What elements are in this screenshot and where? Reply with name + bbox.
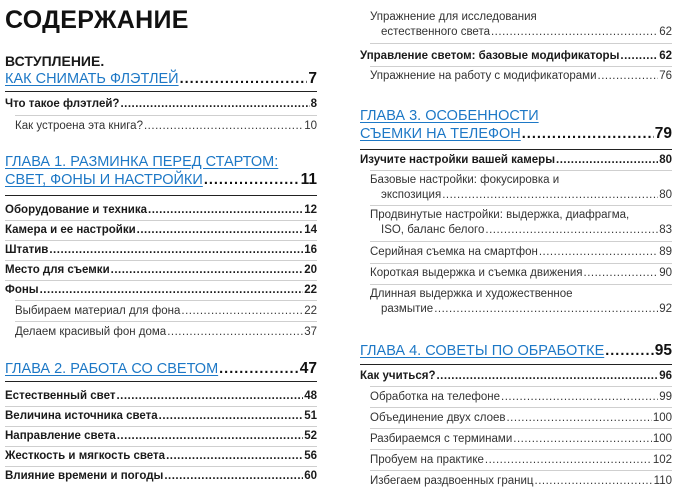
page-number: 48 [304, 390, 317, 402]
entry-title: Пробуем на практике [370, 454, 484, 466]
divider [15, 321, 317, 322]
divider [5, 406, 317, 407]
page-title: СОДЕРЖАНИЕ [5, 6, 189, 34]
entry-title: Величина источника света [5, 410, 158, 422]
page-number: 76 [659, 70, 672, 82]
toc-entry[interactable] [360, 49, 672, 63]
leader-dots [144, 119, 303, 133]
entry-title: Объединение двух слоев [370, 412, 506, 424]
toc-entry[interactable] [15, 304, 317, 318]
leader-dots [148, 203, 303, 217]
entry-title: Влияние времени и погоды [5, 470, 164, 482]
divider [5, 91, 317, 92]
entry-title: Фоны [5, 284, 39, 296]
leader-dots [40, 283, 304, 297]
divider [370, 205, 672, 206]
toc-entry[interactable] [360, 153, 672, 167]
entry-title: Серийная съемка на смартфон [370, 246, 538, 258]
chapter-title-line2: СЪЕМКИ НА ТЕЛЕФОН [360, 126, 521, 142]
toc-entry[interactable] [360, 369, 672, 383]
page-number: 52 [304, 430, 317, 442]
page-number: 62 [659, 26, 672, 38]
toc-entry[interactable] [5, 203, 317, 217]
page-number: 47 [299, 360, 317, 377]
page-number: 62 [659, 50, 672, 62]
leader-dots [491, 25, 658, 40]
leader-dots [120, 97, 309, 111]
toc-entry[interactable] [5, 97, 317, 111]
divider [5, 381, 317, 382]
leader-dots [159, 409, 304, 423]
toc-entry[interactable] [370, 208, 672, 238]
toc-entry[interactable] [370, 266, 672, 280]
chapter-2-link[interactable] [5, 360, 317, 378]
toc-entry[interactable] [370, 10, 672, 40]
divider [370, 66, 672, 67]
entry-title: Упражнение на работу с модификаторами [370, 70, 597, 82]
entry-title-line2: естественного света [381, 26, 490, 38]
page-number: 56 [304, 450, 317, 462]
chapter-1-link[interactable] [5, 153, 317, 189]
entry-title: Избегаем раздвоенных границ [370, 475, 534, 487]
leader-dots [164, 469, 303, 483]
leader-dots [166, 449, 303, 463]
leader-dots [605, 342, 654, 360]
entry-title-line2: экспозиция [381, 189, 442, 201]
leader-dots [111, 263, 304, 277]
leader-dots [485, 223, 658, 238]
entry-title: Разбираемся с терминами [370, 433, 513, 445]
toc-entry[interactable] [370, 69, 672, 83]
leader-dots [219, 360, 299, 378]
entry-title-line1: Упражнение для исследования [370, 11, 537, 23]
divider [370, 449, 672, 450]
toc-entry[interactable] [15, 325, 317, 339]
page-number: 51 [304, 410, 317, 422]
divider [370, 386, 672, 387]
page-number: 83 [659, 224, 672, 236]
divider [360, 149, 672, 150]
entry-title: Место для съемки [5, 264, 110, 276]
divider [15, 300, 317, 301]
entry-title: Естественный свет [5, 390, 116, 402]
page-number: 80 [659, 189, 672, 201]
page-number: 8 [310, 98, 317, 110]
leader-dots [434, 302, 658, 317]
leader-dots [513, 432, 652, 446]
divider [15, 115, 317, 116]
toc-entry[interactable] [370, 287, 672, 317]
page-number: 96 [659, 370, 672, 382]
toc-entry[interactable] [5, 389, 317, 403]
leader-dots [501, 390, 658, 404]
page-number: 12 [304, 204, 317, 216]
leader-dots [522, 125, 654, 143]
page-number: 16 [304, 244, 317, 256]
leader-dots [506, 411, 651, 425]
divider [360, 364, 672, 365]
divider [370, 470, 672, 471]
page-number: 79 [654, 125, 672, 142]
toc-entry[interactable] [370, 411, 672, 425]
chapter-title-line1: ГЛАВА 3. ОСОБЕННОСТИ [360, 108, 539, 124]
entry-title: Обработка на телефоне [370, 391, 500, 403]
entry-title: Оборудование и техника [5, 204, 148, 216]
leader-dots [137, 223, 304, 237]
page-number: 60 [304, 470, 317, 482]
divider [370, 428, 672, 429]
leader-dots [539, 245, 658, 259]
leader-dots [598, 69, 659, 83]
page-number: 99 [659, 391, 672, 403]
leader-dots [181, 304, 303, 318]
leader-dots [535, 474, 653, 488]
divider [5, 466, 317, 467]
page-number: 14 [304, 224, 317, 236]
page-number: 100 [652, 433, 672, 445]
page-number: 80 [659, 154, 672, 166]
page-number: 20 [304, 264, 317, 276]
toc-entry[interactable] [370, 453, 672, 467]
leader-dots [49, 243, 303, 257]
divider [5, 260, 317, 261]
page-number: 37 [304, 326, 317, 338]
toc-entry[interactable] [370, 432, 672, 446]
toc-entry[interactable] [5, 469, 317, 483]
page-number: 95 [654, 342, 672, 359]
entry-title: Как учиться? [360, 370, 436, 382]
entry-title-line2: ISO, баланс белого [381, 224, 485, 236]
entry-title: Как устроена эта книга? [15, 120, 143, 132]
entry-title-line2: размытие [381, 303, 434, 315]
chapter-title: ГЛАВА 4. СОВЕТЫ ПО ОБРАБОТКЕ [360, 343, 605, 359]
divider [5, 280, 317, 281]
leader-dots [204, 171, 300, 189]
leader-dots [584, 266, 659, 280]
entry-title-line1: Длинная выдержка и художественное [370, 288, 573, 300]
entry-title: Направление света [5, 430, 116, 442]
page-number: 110 [653, 475, 672, 487]
toc-entry[interactable] [5, 429, 317, 443]
chapter-title: ГЛАВА 2. РАБОТА СО СВЕТОМ [5, 361, 219, 377]
divider [370, 43, 672, 44]
leader-dots [442, 188, 658, 203]
chapter-3-link[interactable] [360, 107, 672, 143]
page-number: 7 [308, 70, 317, 87]
toc-entry[interactable] [5, 449, 317, 463]
entry-title: Изучите настройки вашей камеры [360, 154, 556, 166]
toc-entry[interactable] [5, 223, 317, 237]
intro-chapter-link[interactable] [5, 70, 317, 88]
intro-heading: ВСТУПЛЕНИЕ. [5, 53, 105, 69]
leader-dots [485, 453, 652, 467]
toc-entry[interactable] [5, 409, 317, 423]
entry-title-line1: Продвинутые настройки: выдержка, диафрагма, [370, 209, 630, 221]
page-number: 11 [300, 171, 317, 188]
divider [5, 446, 317, 447]
entry-title: Короткая выдержка и съемка движения [370, 267, 583, 279]
toc-entry[interactable] [5, 263, 317, 277]
page-number: 100 [652, 412, 672, 424]
toc-entry[interactable] [370, 474, 672, 488]
leader-dots [167, 325, 303, 339]
page-number: 22 [304, 305, 317, 317]
leader-dots [117, 429, 303, 443]
leader-dots [556, 153, 658, 167]
toc-entry[interactable] [5, 283, 317, 297]
leader-dots [620, 49, 658, 63]
entry-title: Что такое флэтлей? [5, 98, 120, 110]
page-number: 102 [652, 454, 672, 466]
entry-title-line1: Базовые настройки: фокусировка и [370, 174, 560, 186]
divider [5, 220, 317, 221]
divider [5, 240, 317, 241]
page-number: 10 [304, 120, 317, 132]
chapter-title: КАК СНИМАТЬ ФЛЭТЛЕЙ [5, 71, 179, 87]
entry-title: Штатив [5, 244, 49, 256]
leader-dots [116, 389, 303, 403]
chapter-title-line1: ГЛАВА 1. РАЗМИНКА ПЕРЕД СТАРТОМ: [5, 154, 279, 170]
page-number: 89 [659, 246, 672, 258]
toc-entry[interactable] [370, 390, 672, 404]
leader-dots [436, 369, 658, 383]
divider [370, 241, 672, 242]
entry-title: Камера и ее настройки [5, 224, 136, 236]
entry-title: Управление светом: базовые модификаторы [360, 50, 620, 62]
divider [5, 426, 317, 427]
divider [370, 170, 672, 171]
page-number: 22 [304, 284, 317, 296]
divider [370, 284, 672, 285]
toc-entry[interactable] [5, 243, 317, 257]
divider [370, 407, 672, 408]
divider [370, 263, 672, 264]
chapter-title-line2: СВЕТ, ФОНЫ И НАСТРОЙКИ [5, 172, 203, 188]
toc-entry[interactable] [15, 119, 317, 133]
toc-entry[interactable] [370, 245, 672, 259]
entry-title: Выбираем материал для фона [15, 305, 181, 317]
entry-title: Делаем красивый фон дома [15, 326, 167, 338]
chapter-4-link[interactable] [360, 342, 672, 360]
page-number: 90 [659, 267, 672, 279]
divider [5, 195, 317, 196]
entry-title: Жесткость и мягкость света [5, 450, 166, 462]
toc-entry[interactable] [370, 173, 672, 203]
page-number: 92 [659, 303, 672, 315]
leader-dots [180, 70, 308, 88]
